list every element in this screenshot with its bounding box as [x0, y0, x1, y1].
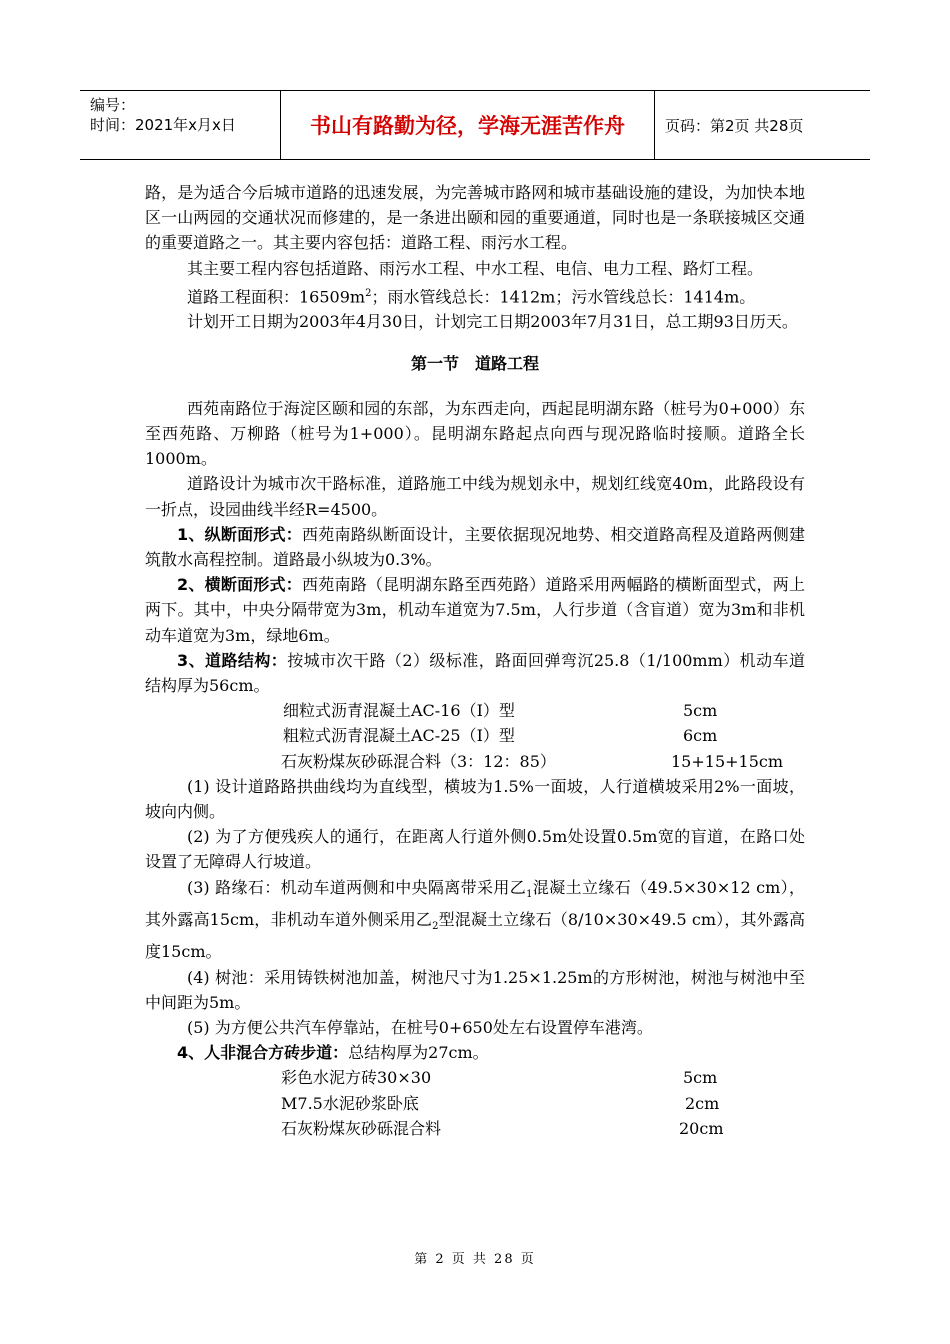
layer-row [145, 749, 805, 774]
text-span: (3) 路缘石：机动车道两侧和中央隔离带采用乙 [187, 877, 527, 897]
layer-name: 细粒式沥青混凝土AC-16（Ⅰ）型 [283, 701, 515, 721]
text-span: 混凝土立缘石（49.5×30×12 cm），其外露高15cm，非机动车道外侧采用乙 [145, 877, 805, 929]
paragraph [145, 648, 805, 698]
text-span: 型混凝土立缘石（8/10×30×49.5 cm），其外露高度15cm。 [145, 909, 806, 962]
text-span: 西苑南路纵断面设计，主要依据现况地势、相交道路高程及道路两侧建筑散水高程控制。道路最小纵坡为0.3%。 [145, 524, 805, 569]
header-divider [654, 91, 655, 159]
layer-thickness: 5cm [683, 1068, 718, 1088]
paragraph [145, 875, 805, 965]
paragraph: 计划开工日期为2003年4月30日，计划完工日期2003年7月31日，总工期93日历天。 [187, 312, 798, 332]
text-span: 西苑南路（昆明湖东路至西苑路）道路采用两幅路的横断面型式，两上两下。其中，中央分隔带宽为3m，机动车道宽为7.5m，人行步道（含盲道）宽为3m和非机动车道宽为3m，绿地6m。 [145, 575, 805, 645]
header-meta [90, 95, 280, 135]
paragraph [145, 281, 805, 310]
header-page-info: 页码：第2页 共28页 [665, 116, 804, 135]
subheading: 1、纵断面形式： [177, 524, 302, 544]
layer-row [145, 1116, 805, 1141]
document-body [145, 180, 805, 1141]
subheading: 3、道路结构： [177, 650, 288, 670]
layer-name: 石灰粉煤灰砂砾混合料（3：12：85） [281, 751, 556, 771]
page-footer: 第 2 页 共 28 页 [414, 1252, 536, 1267]
paragraph: (1) 设计道路路拱曲线均为直线型，横坡为1.5%一面坡，人行道横坡采用2%一面坡，坡向内侧。 [145, 776, 805, 821]
text-span: 道路工程面积：16509m [187, 287, 366, 307]
layer-name: 粗粒式沥青混凝土AC-25（Ⅰ）型 [283, 726, 515, 746]
text-span: ；雨水管线总长：1412m；污水管线总长：1414m。 [371, 287, 756, 307]
paragraph: 路，是为适合今后城市道路的迅速发展，为完善城市路网和城市基础设施的建设，为加快本地区一山两园的交通状况而修建的，是一条进出颐和园的重要通道，同时也是一条联接城区交通的重要道路之一。其主要内容包括：道路工程、雨污水工程。 [145, 183, 805, 253]
text-span: 按城市次干路（2）级标准，路面回弹弯沉25.8（1/100mm）机动车道结构厚为56cm。 [145, 650, 805, 695]
text-span: 总结构厚为27cm。 [348, 1043, 489, 1063]
road-structure-table [145, 698, 805, 774]
layer-name: M7.5水泥砂浆卧底 [281, 1093, 419, 1113]
subscript: 2 [432, 921, 439, 933]
subheading: 4、人非混合方砖步道： [177, 1043, 349, 1063]
paragraph: (2) 为了方便残疾人的通行，在距离人行道外侧0.5m处设置0.5m宽的盲道，在路口处设置了无障碍人行坡道。 [145, 827, 805, 872]
paragraph: 其主要工程内容包括道路、雨污水工程、中水工程、电信、电力工程、路灯工程。 [187, 258, 764, 278]
layer-row [145, 723, 805, 748]
layer-name: 彩色水泥方砖30×30 [281, 1068, 432, 1088]
layer-name: 石灰粉煤灰砂砾混合料 [281, 1118, 442, 1138]
paragraph [145, 572, 805, 648]
paragraph [145, 522, 805, 572]
paragraph [145, 1040, 805, 1065]
document-date: 时间：2021年x月x日 [90, 116, 236, 134]
layer-row [145, 1091, 805, 1116]
layer-thickness: 5cm [683, 701, 718, 721]
layer-thickness: 6cm [683, 726, 718, 746]
layer-thickness: 20cm [679, 1118, 724, 1138]
superscript: 2 [365, 287, 372, 299]
subheading: 2、横断面形式： [177, 575, 302, 595]
walkway-structure-table [145, 1065, 805, 1141]
paragraph: 西苑南路位于海淀区颐和园的东部，为东西走向，西起昆明湖东路（桩号为0+000）东至西苑路、万柳路（桩号为1+000）。昆明湖东路起点向西与现况路临时接顺。道路全长1000m。 [145, 398, 805, 469]
layer-thickness: 15+15+15cm [671, 751, 784, 771]
paragraph: 道路设计为城市次干路标准，道路施工中线为规划永中，规划红线宽40m，此路段设有一折点，设园曲线半经R=4500。 [145, 474, 805, 519]
paragraph: (4) 树池：采用铸铁树池加盖，树池尺寸为1.25×1.25m的方形树池，树池与树池中至中间距为5m。 [145, 967, 805, 1012]
layer-thickness: 2cm [685, 1093, 720, 1113]
subscript: 1 [526, 888, 533, 900]
header-motto: 书山有路勤为径，学海无涯苦作舟 [310, 114, 625, 138]
document-number-label: 编号： [90, 96, 136, 114]
paragraph: (5) 为方便公共汽车停靠站，在桩号0+650处左右设置停车港湾。 [187, 1017, 653, 1037]
section-title: 第一节 道路工程 [410, 353, 539, 373]
page-header [80, 90, 870, 160]
layer-row [145, 698, 805, 723]
layer-row [145, 1065, 805, 1090]
